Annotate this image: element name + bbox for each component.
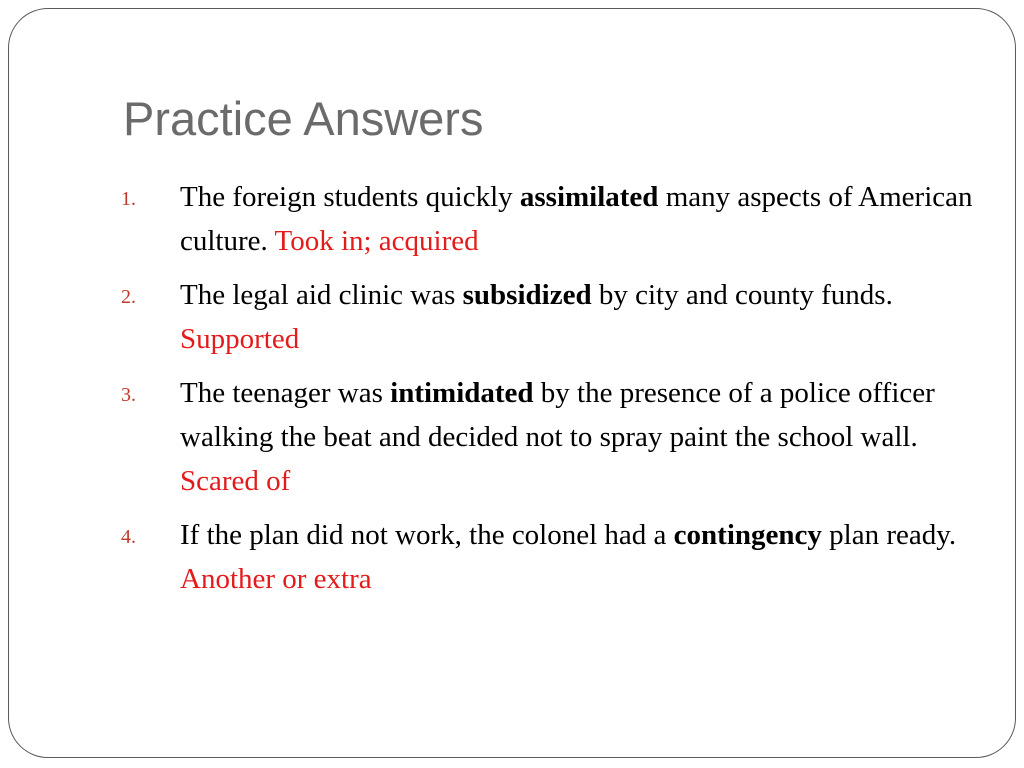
sentence-text: The foreign students quickly	[180, 181, 520, 213]
sentence-text: many aspects of American culture.	[180, 181, 973, 257]
sentence-text: by city and county funds.	[591, 279, 893, 311]
sentence-text: If the plan did not work, the colonel had a	[180, 519, 674, 551]
sentence-text: The legal aid clinic was	[180, 279, 463, 311]
answer-text: Scared of	[180, 465, 291, 497]
vocabulary-word: subsidized	[462, 279, 592, 311]
list-item	[121, 513, 981, 601]
item-number: 3.	[121, 384, 136, 406]
answer-text: Another or extra	[180, 563, 372, 595]
vocabulary-word: intimidated	[390, 377, 534, 409]
answer-text: Took in; acquired	[274, 225, 479, 257]
vocabulary-word: contingency	[673, 519, 822, 551]
slide-title: Practice Answers	[123, 92, 484, 145]
answer-text: Supported	[180, 323, 300, 355]
slide-frame	[8, 8, 1016, 758]
list-item	[121, 175, 981, 263]
sentence-text: The teenager was	[180, 377, 391, 409]
sentence-text: plan ready.	[821, 519, 957, 551]
item-number: 2.	[121, 286, 136, 308]
answers-list	[121, 175, 981, 611]
sentence-text: by the presence of a police officer walking the beat and decided not to spray paint the school wall.	[180, 377, 935, 453]
list-item	[121, 273, 981, 361]
item-number: 1.	[121, 188, 136, 210]
list-item	[121, 371, 981, 503]
item-number: 4.	[121, 526, 136, 548]
vocabulary-word: assimilated	[519, 181, 659, 213]
